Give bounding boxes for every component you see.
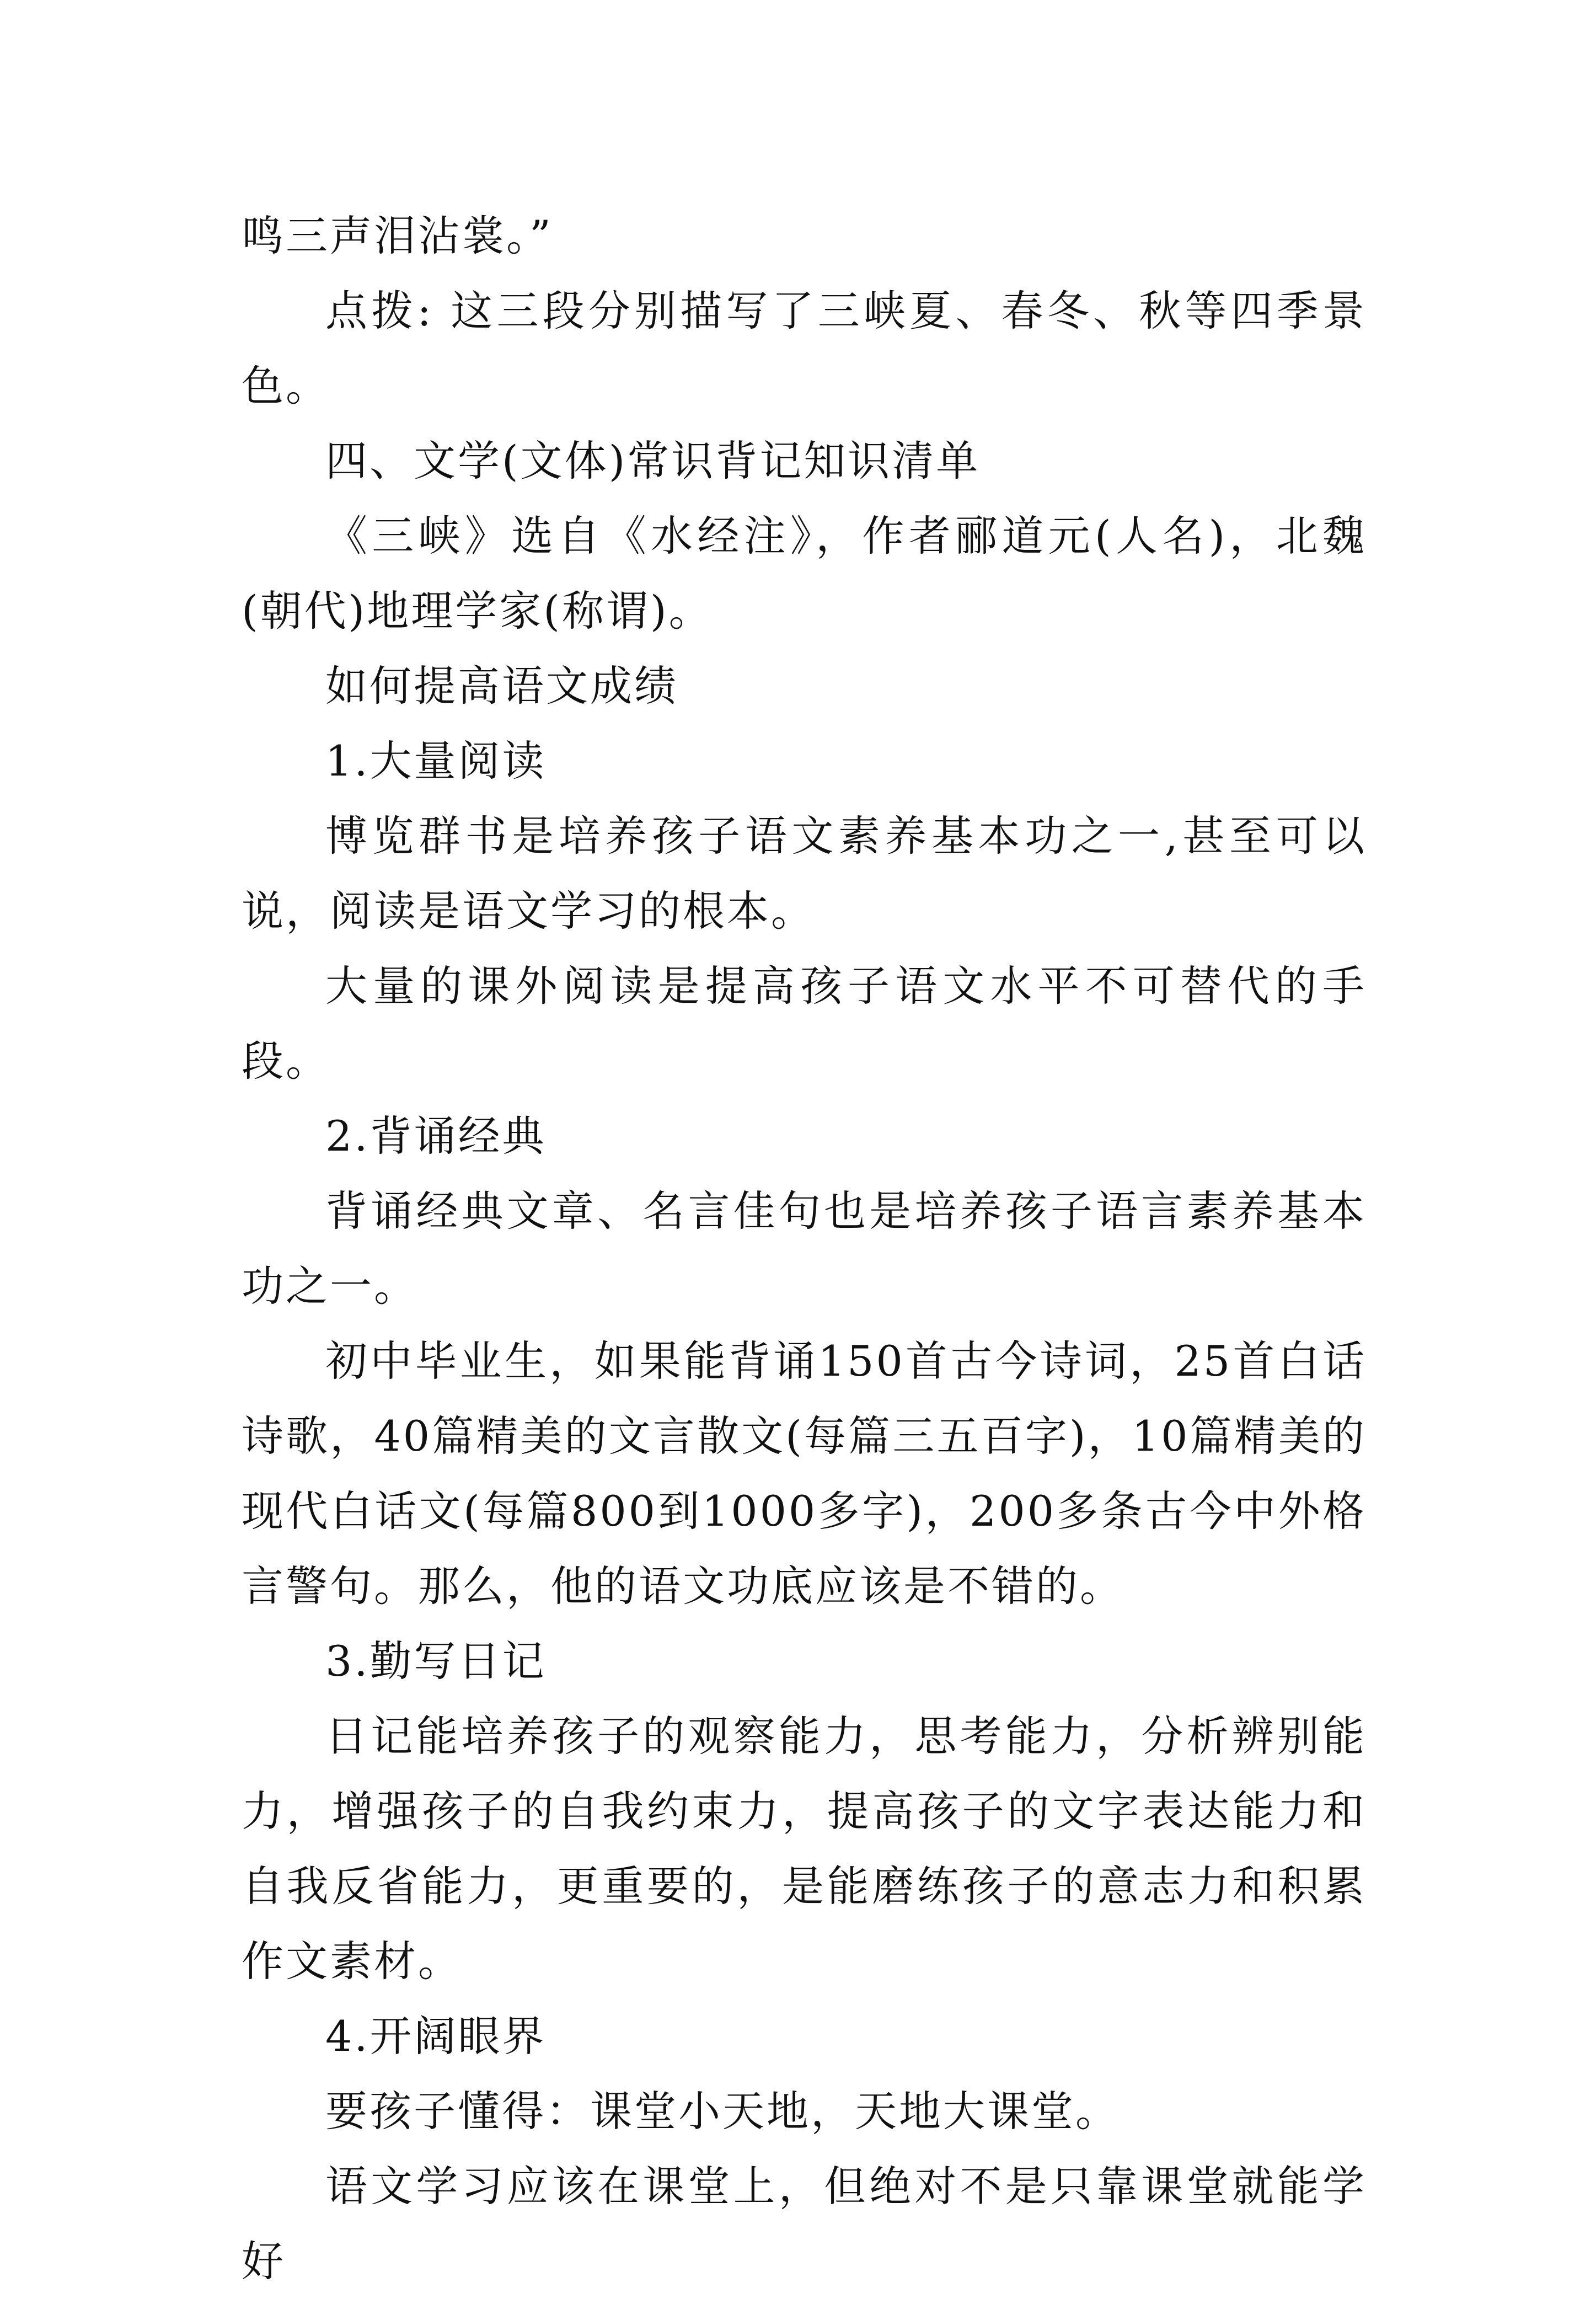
paragraph: 博览群书是培养孩子语文素养基本功之一,甚至可以说，阅读是语文学习的根本。 [242,811,1367,935]
paragraph-source: 《三峡》选自《水经注》，作者郦道元(人名)，北魏(朝代)地理学家(称谓)。 [242,511,1367,635]
section-title: 如何提高语文成绩 [325,661,678,710]
paragraph: 日记能培养孩子的观察能力，思考能力，分析辨别能力，增强孩子的自我约束力，提高孩子的文字表达能力和自我反省能力，更重要的，是能磨练孩子的意志力和积累作文素材。 [242,1712,1367,1986]
paragraph: 背诵经典文章、名言佳句也是培养孩子语言素养基本功之一。 [242,1186,1367,1311]
list-heading-2: 2.背诵经典 [325,1111,547,1161]
list-heading-4: 4.开阔眼界 [325,2012,547,2061]
document-body [242,199,1367,2299]
list-heading-1: 1.大量阅读 [325,736,547,785]
paragraph-continuation: 鸣三声泪沾裳。” [242,211,553,260]
paragraph: 初中毕业生，如果能背诵150首古今诗词，25首白话诗歌，40篇精美的文言散文(每篇三五百字)，10篇精美的现代白话文(每篇800到1000多字)，200多条古今中外格言警句。那么，他的语文功底应该是不错的。 [242,1336,1367,1611]
paragraph: 要孩子懂得：课堂小天地，天地大课堂。 [325,2087,1120,2136]
paragraph: 语文学习应该在课堂上，但绝对不是只靠课堂就能学好 [242,2162,1367,2286]
paragraph: 大量的课外阅读是提高孩子语文水平不可替代的手段。 [242,961,1367,1086]
section-heading: 四、文学(文体)常识背记知识清单 [325,436,981,485]
list-heading-3: 3.勤写日记 [325,1637,547,1686]
paragraph-hint: 点拨: 这三段分别描写了三峡夏、春冬、秋等四季景色。 [242,286,1367,410]
